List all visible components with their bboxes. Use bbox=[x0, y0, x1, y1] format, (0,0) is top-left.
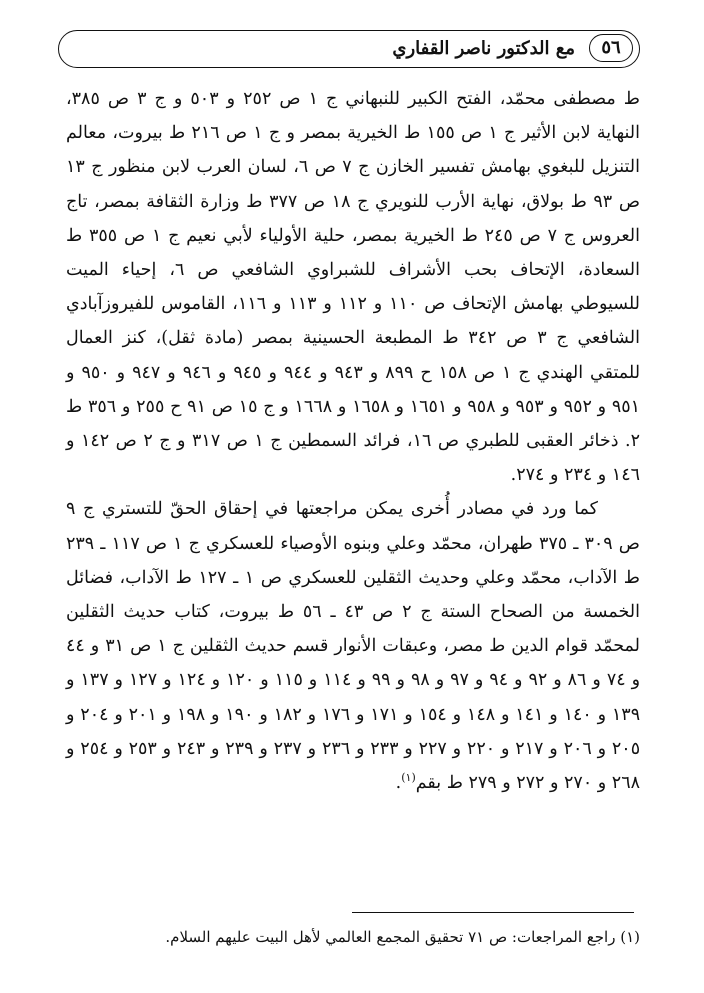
paragraph-2: كما ورد في مصادر أُخرى يمكن مراجعتها في إحقاق الحقّ للتستري ج ٩ ص ٣٠٩ ـ ٣٧٥ طهران، محمّد وعلي وبنوه الأوصياء للعسكري ج ١ ص ١١٧ ـ ٢٣٩ ط الآداب، محمّد وعلي وحديث الثقلين للعسكري ص ١ ـ ١٢٧ ط الآداب، فضائل الخمسة من الصحاح الستة ج ٢ ص ٤٣ ـ ٥٦ ط بيروت، كتاب حديث الثقلين لمحمّد قوام الدين ط مصر، وعبقات الأنوار قسم حديث الثقلين ج ١ ص ٣١ و ٤٤ و ٧٤ و ٨٦ و ٩٢ و ٩٤ و ٩٧ و ٩٨ و ٩٩ و ١١٤ و ١١٥ و ١٢٠ و ١٢٤ و ١٢٧ و ١٣٧ و ١٣٩ و ١٤٠ و ١٤١ و ١٤٨ و ١٥٤ و ١٧١ و ١٧٦ و ١٨٢ و ١٩٠ و ١٩٨ و ٢٠١ و ٢٠٤ و ٢٠٥ و ٢٠٦ و ٢١٧ و ٢٢٠ و ٢٢٧ و ٢٣٣ و ٢٣٦ و ٢٣٧ و ٢٣٩ و ٢٤٣ و ٢٥٣ و ٢٥٤ و ٢٦٨ و ٢٧٠ و ٢٧٢ و ٢٧٩ ط بقم$^{(١)}$. bbox=[66, 499, 641, 794]
body-text bbox=[66, 82, 640, 800]
page-header bbox=[58, 30, 640, 68]
page-number: ٥٦ bbox=[589, 34, 633, 62]
paragraph-2-text: كما ورد في مصادر أُخرى يمكن مراجعتها في إحقاق الحقّ للتستري ج ٩ ص ٣٠٩ ـ ٣٧٥ طهران، محمّد وعلي وبنوه الأوصياء للعسكري ج ١ ص ١١٧ ـ ٢٣٩ ط الآداب، محمّد وعلي وحديث الثقلين للعسكري ص ١ ـ ١٢٧ ط الآداب، فضائل الخمسة من الصحاح الستة ج ٢ ص ٤٣ ـ ٥٦ ط بيروت، كتاب حديث الثقلين لمحمّد قوام الدين ط مصر، وعبقات الأنوار قسم حديث الثقلين ج ١ ص ٣١ و ٤٤ و ٧٤ و ٨٦ و ٩٢ و ٩٤ و ٩٧ و ٩٨ و ٩٩ و ١١٤ و ١١٥ و ١٢٠ و ١٢٤ و ١٢٧ و ١٣٧ و ١٣٩ و ١٤٠ و ١٤١ و ١٤٨ و ١٥٤ و ١٧١ و ١٧٦ و ١٨٢ و ١٩٠ و ١٩٨ و ٢٠١ و ٢٠٤ و ٢٠٥ و ٢٠٦ و ٢١٧ و ٢٢٠ و ٢٢٧ و ٢٣٣ و ٢٣٦ و ٢٣٧ و ٢٣٩ و ٢٤٣ و ٢٥٣ و ٢٥٤ و ٢٦٨ و ٢٧٠ و ٢٧٢ و ٢٧٩ ط بقم bbox=[66, 499, 641, 794]
running-title: مع الدكتور ناصر القفاري bbox=[392, 38, 575, 59]
footnote: (١) راجع المراجعات: ص ٧١ تحقيق المجمع العالمي لأهل البيت عليهم السلام. bbox=[165, 928, 640, 946]
footnote-divider bbox=[352, 912, 634, 913]
paragraph-1: ط مصطفى محمّد، الفتح الكبير للنبهاني ج ١ ص ٢٥٢ و ٥٠٣ و ج ٣ ص ٣٨٥، النهاية لابن الأثير ج ١ ص ١٥٥ ط الخيرية بمصر و ج ١ ص ٢١٦ ط بيروت، معالم التنزيل للبغوي بهامش تفسير الخازن ج ٧ ص ٦، لسان العرب لابن منظور ج ١٣ ص ٩٣ ط بولاق، نهاية الأرب للنويري ج ١٨ ص ٣٧٧ ط وزارة الثقافة بمصر، تاج العروس ج ٧ ص ٢٤٥ ط الخيرية بمصر، حلية الأولياء لأبي نعيم ج ١ ص ٣٥٥ ط السعادة، الإتحاف بحب الأشراف للشبراوي الشافعي ص ٦، إحياء الميت للسيوطي بهامش الإتحاف ص ١١٠ و ١١٢ و ١١٣ و ١١٦، القاموس للفيروزآبادي الشافعي ج ٣ ص ٣٤٢ ط المطبعة الحسينية بمصر (مادة ثقل)، كنز العمال للمتقي الهندي ج ١ ص ١٥٨ ح ٨٩٩ و ٩٤٣ و ٩٤٤ و ٩٤٥ و ٩٤٦ و ٩٤٧ و ٩٥٠ و ٩٥١ و ٩٥٢ و ٩٥٣ و ٩٥٨ و ١٦٥١ و ١٦٥٨ و ١٦٦٨ و ج ١٥ ص ٩١ ح ٢٥٥ و ٣٥٦ ط ٢. ذخائر العقبى للطبري ص ١٦، فرائد السمطين ج ١ ص ٣١٧ و ج ٢ ص ١٤٢ و ١٤٦ و ٢٣٤ و ٢٧٤. bbox=[66, 89, 641, 486]
footnote-marker: (١) bbox=[401, 771, 416, 785]
